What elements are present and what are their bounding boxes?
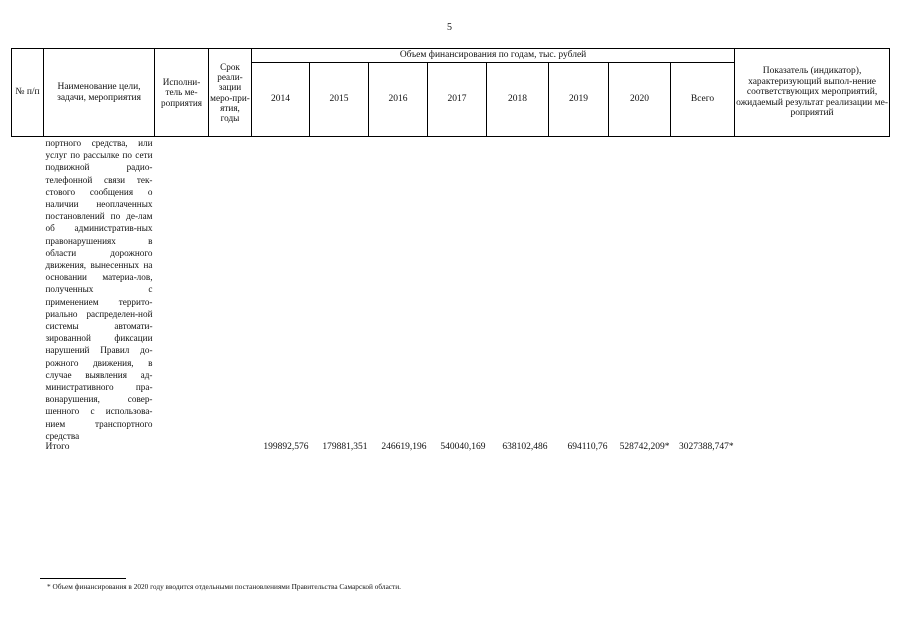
total-2014: 199892,576 <box>263 442 309 453</box>
funding-table <box>11 48 890 452</box>
description-continuation: портного средства, или услуг по рассылке по сети подвижной радио-телефонной связи тек-стового сообщения о наличии неоплаченных постановлений по де-лам об административ-ных правонарушениях в области дорожного движения, вынесенных на основании материа-лов, полученных с применением террито-риально распределен-ной системы автомати-зированной фиксации нарушений Правил до-рожного движения, в случае выявления ад-министративного пра-вонарушения, совер-шенного с использова-нием транспортного средства <box>45 138 153 441</box>
header-name: Наименование цели, задачи, мероприятия <box>44 49 155 137</box>
header-number: № п/п <box>12 49 44 137</box>
header-year-2020: 2020 <box>609 63 671 137</box>
table-row <box>12 137 890 443</box>
page-number: 5 <box>447 22 452 33</box>
header-year-2015: 2015 <box>310 63 369 137</box>
total-2018: 638102,486 <box>502 442 548 453</box>
header-year-2014: 2014 <box>252 63 310 137</box>
header-total: Всего <box>671 63 735 137</box>
header-executor: Исполни-тель ме-роприятия <box>155 49 209 137</box>
header-year-2016: 2016 <box>369 63 428 137</box>
header-term: Срок реали-зации меро-при-ятия, годы <box>209 49 252 137</box>
header-indicator: Показатель (индикатор), характеризующий выпол-нение соответствующих мероприятий, ожидаемый результат реализации ме-роприятий <box>735 49 890 137</box>
footnote-divider <box>40 578 126 579</box>
total-row <box>12 442 890 452</box>
total-all: 3027388,747* <box>678 442 734 453</box>
total-2019: 694110,76 <box>567 442 608 453</box>
header-year-2018: 2018 <box>487 63 549 137</box>
footnote: * Объем финансирования в 2020 году вводится отдельными постановлениями Правительства Самарской области. <box>47 582 401 591</box>
total-2017: 540040,169 <box>440 442 486 453</box>
header-year-2019: 2019 <box>549 63 609 137</box>
header-funding: Объем финансирования по годам, тыс. рублей <box>252 49 735 63</box>
total-2015: 179881,351 <box>322 442 368 453</box>
total-2016: 246619,196 <box>381 442 427 453</box>
header-year-2017: 2017 <box>428 63 487 137</box>
total-label: Итого <box>45 442 70 453</box>
total-2020: 528742,209* <box>619 442 670 453</box>
